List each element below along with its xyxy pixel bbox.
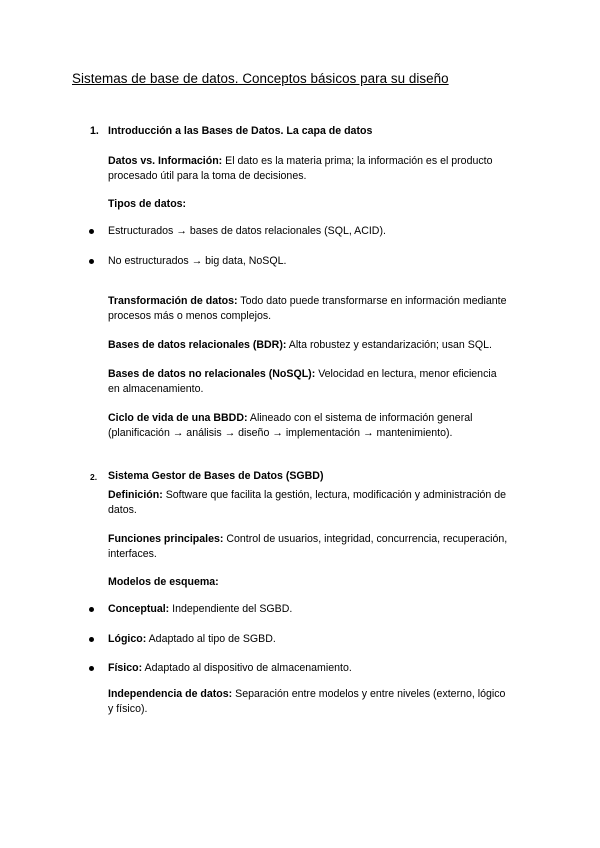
transformacion-line1: Todo dato puede transformarse en información mediante — [240, 295, 507, 307]
bullet-icon — [89, 666, 94, 671]
transformacion-paragraph — [108, 294, 533, 324]
logico-text: Adaptado al tipo de SGBD. — [148, 633, 276, 645]
independencia-paragraph — [108, 687, 533, 717]
bullet-conceptual — [108, 602, 533, 617]
bullet-logico — [108, 632, 533, 647]
datos-vs-informacion-line1: El dato es la materia prima; la información es el producto — [225, 155, 493, 167]
conceptual-label: Conceptual: — [108, 603, 170, 615]
bullet-icon — [89, 607, 94, 612]
fisico-text: Adaptado al dispositivo de almacenamiento. — [144, 662, 352, 674]
tipos-de-datos-label: Tipos de datos: — [108, 198, 187, 210]
bullet-icon — [89, 637, 94, 642]
section-1-heading: Introducción a las Bases de Datos. La capa de datos — [108, 125, 373, 137]
section-2-heading: Sistema Gestor de Bases de Datos (SGBD) — [108, 470, 324, 482]
definicion-label: Definición: — [108, 489, 163, 501]
independencia-line1: Separación entre modelos y entre niveles (externo, lógico — [235, 688, 506, 700]
modelos-de-esquema-label: Modelos de esquema: — [108, 576, 219, 588]
bullet-icon — [89, 259, 94, 264]
bdr-label: Bases de datos relacionales (BDR): — [108, 339, 287, 351]
funciones-line2: interfaces. — [108, 548, 157, 560]
bullet-estructurados: Estructurados → bases de datos relacionales (SQL, ACID). — [108, 225, 386, 237]
transformacion-line2: procesos más o menos complejos. — [108, 310, 272, 322]
independencia-line2: y físico). — [108, 703, 148, 715]
ciclo-de-vida-label: Ciclo de vida de una BBDD: — [108, 412, 248, 424]
nosql-line1: Velocidad en lectura, menor eficiencia — [318, 368, 497, 380]
datos-vs-informacion-paragraph — [108, 154, 533, 184]
independencia-label: Independencia de datos: — [108, 688, 233, 700]
document-title: Sistemas de base de datos. Conceptos básicos para su diseño — [72, 71, 449, 86]
datos-vs-informacion-label: Datos vs. Información: — [108, 155, 223, 167]
logico-label: Lógico: — [108, 633, 147, 645]
definicion-line1: Software que facilita la gestión, lectura, modificación y administración de — [165, 489, 507, 501]
section-1-number: 1. — [90, 125, 99, 137]
transformacion-label: Transformación de datos: — [108, 295, 238, 307]
bullet-no-estructurados: No estructurados → big data, NoSQL. — [108, 255, 287, 267]
nosql-line2: en almacenamiento. — [108, 383, 204, 395]
ciclo-de-vida-paragraph — [108, 411, 533, 441]
funciones-label: Funciones principales: — [108, 533, 224, 545]
definicion-paragraph — [108, 488, 533, 518]
ciclo-de-vida-line2: (planificación → análisis → diseño → implementación → mantenimiento). — [108, 427, 453, 439]
nosql-label: Bases de datos no relacionales (NoSQL): — [108, 368, 316, 380]
definicion-line2: datos. — [108, 504, 137, 516]
bdr-text: Alta robustez y estandarización; usan SQL. — [288, 339, 492, 351]
nosql-paragraph — [108, 367, 533, 397]
fisico-label: Físico: — [108, 662, 143, 674]
conceptual-text: Independiente del SGBD. — [172, 603, 293, 615]
datos-vs-informacion-line2: procesado útil para la toma de decisiones. — [108, 170, 307, 182]
bullet-icon — [89, 229, 94, 234]
bullet-fisico — [108, 661, 533, 676]
bdr-paragraph — [108, 338, 533, 353]
ciclo-de-vida-line1: Alineado con el sistema de información general — [249, 412, 473, 424]
funciones-line1: Control de usuarios, integridad, concurrencia, recuperación, — [226, 533, 508, 545]
section-2-number: 2. — [90, 472, 98, 482]
funciones-paragraph — [108, 532, 533, 562]
